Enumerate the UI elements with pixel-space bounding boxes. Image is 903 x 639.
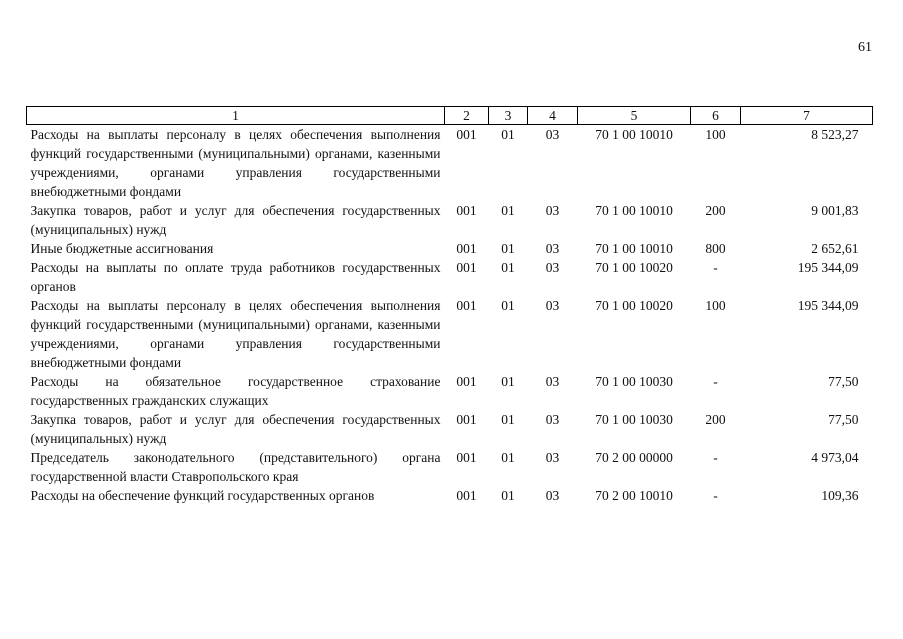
table-row: [27, 486, 873, 505]
row-col-4: 03: [545, 488, 560, 503]
row-col-3: 01: [501, 374, 515, 389]
row-col-4: 03: [545, 412, 560, 427]
row-description: Расходы на выплаты персоналу в целях обеспечения выполнения функций государственными (муниципальными) органами, казенными учреждениями, органами управления государственными внебюджетными фондами: [30, 127, 441, 199]
row-amount: 109,36: [821, 488, 859, 503]
table-row: [27, 448, 873, 486]
row-col-6: 200: [705, 412, 726, 427]
table-header-row: [27, 107, 873, 125]
header-col-6: 6: [691, 107, 741, 125]
row-col-6: 800: [705, 241, 726, 256]
row-amount: 195 344,09: [797, 298, 859, 313]
header-col-5: 5: [578, 107, 691, 125]
budget-table: [26, 106, 873, 505]
row-col-2: 001: [456, 203, 477, 218]
row-amount: 9 001,83: [811, 203, 859, 218]
row-col-6: 200: [705, 203, 726, 218]
row-col-5: 70 1 00 10030: [595, 412, 673, 427]
row-col-2: 001: [456, 374, 477, 389]
row-col-2: 001: [456, 450, 477, 465]
row-col-5: 70 1 00 10010: [595, 127, 673, 142]
row-col-2: 001: [456, 241, 477, 256]
row-col-3: 01: [501, 260, 515, 275]
header-col-7: 7: [741, 107, 873, 125]
row-col-5: 70 2 00 10010: [595, 488, 673, 503]
row-amount: 77,50: [828, 412, 859, 427]
row-col-4: 03: [545, 241, 560, 256]
row-col-6: -: [713, 260, 718, 275]
row-description: Расходы на обеспечение функций государственных органов: [30, 488, 375, 503]
row-col-3: 01: [501, 450, 515, 465]
row-col-5: 70 1 00 10010: [595, 241, 673, 256]
row-col-2: 001: [456, 488, 477, 503]
row-col-3: 01: [501, 488, 515, 503]
page-number: 61: [858, 40, 872, 55]
row-col-4: 03: [545, 374, 560, 389]
row-col-3: 01: [501, 203, 515, 218]
table-row: [27, 296, 873, 372]
row-amount: 2 652,61: [811, 241, 859, 256]
row-col-5: 70 1 00 10030: [595, 374, 673, 389]
row-amount: 77,50: [828, 374, 859, 389]
row-col-5: 70 2 00 00000: [595, 450, 673, 465]
row-col-3: 01: [501, 127, 515, 142]
row-col-4: 03: [545, 203, 560, 218]
row-col-4: 03: [545, 450, 560, 465]
header-col-1: 1: [27, 107, 445, 125]
row-amount: 195 344,09: [797, 260, 859, 275]
row-col-6: 100: [705, 127, 726, 142]
row-col-5: 70 1 00 10020: [595, 260, 673, 275]
row-description: Закупка товаров, работ и услуг для обеспечения государственных (муниципальных) нужд: [30, 203, 441, 237]
row-description: Иные бюджетные ассигнования: [30, 241, 214, 256]
row-description: Расходы на выплаты персоналу в целях обеспечения выполнения функций государственными (муниципальными) органами, казенными учреждениями, органами управления государственными внебюджетными фондами: [30, 298, 441, 370]
header-col-3: 3: [489, 107, 528, 125]
header-col-2: 2: [445, 107, 489, 125]
row-col-3: 01: [501, 412, 515, 427]
row-col-6: -: [713, 488, 718, 503]
row-col-3: 01: [501, 241, 515, 256]
row-col-5: 70 1 00 10010: [595, 203, 673, 218]
table-row: [27, 372, 873, 410]
row-col-3: 01: [501, 298, 515, 313]
row-col-6: -: [713, 450, 718, 465]
row-col-2: 001: [456, 127, 477, 142]
table-row: [27, 125, 873, 202]
row-col-6: 100: [705, 298, 726, 313]
row-col-2: 001: [456, 412, 477, 427]
row-col-5: 70 1 00 10020: [595, 298, 673, 313]
table-row: [27, 239, 873, 258]
table-row: [27, 258, 873, 296]
row-description: Председатель законодательного (представительного) органа государственной власти Ставропольского края: [30, 450, 441, 484]
table-row: [27, 201, 873, 239]
row-description: Расходы на обязательное государственное страхование государственных гражданских служащих: [30, 374, 441, 408]
header-col-4: 4: [528, 107, 578, 125]
row-col-4: 03: [545, 260, 560, 275]
row-col-4: 03: [545, 127, 560, 142]
row-col-2: 001: [456, 298, 477, 313]
row-amount: 4 973,04: [811, 450, 859, 465]
row-amount: 8 523,27: [811, 127, 859, 142]
table-row: [27, 410, 873, 448]
row-col-4: 03: [545, 298, 560, 313]
row-description: Закупка товаров, работ и услуг для обеспечения государственных (муниципальных) нужд: [30, 412, 441, 446]
row-description: Расходы на выплаты по оплате труда работников государственных органов: [30, 260, 441, 294]
row-col-6: -: [713, 374, 718, 389]
row-col-2: 001: [456, 260, 477, 275]
